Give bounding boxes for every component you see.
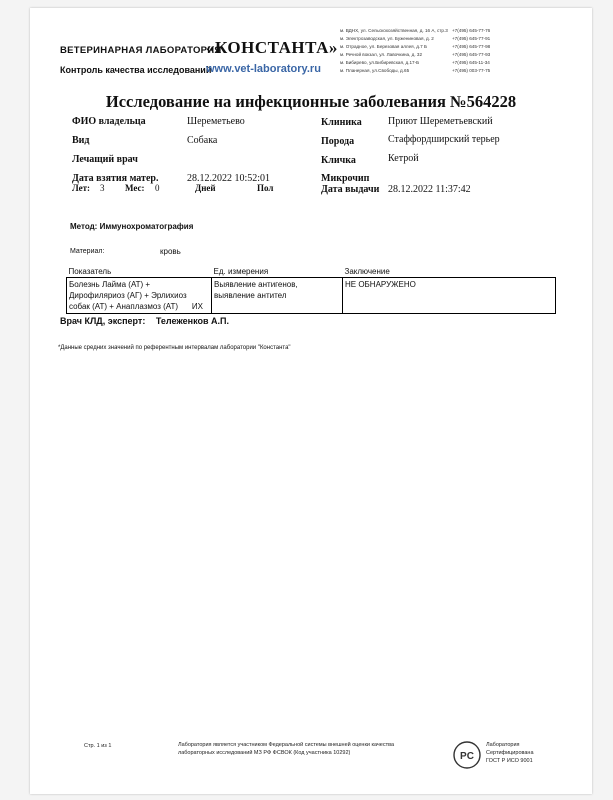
conclusion-cell: НЕ ОБНАРУЖЕНО [343,278,556,314]
indicator-line: собак (АТ) + Анаплазмоз (АТ) [69,302,179,311]
issue-date-value: 28.12.2022 11:37:42 [388,184,471,195]
participation-line: Лаборатория является участником Федеральной системы внешней оценки качества [178,742,395,748]
sample-date-label: Дата взятия матер. [72,173,159,184]
species-value: Собака [187,135,218,146]
results-table [66,266,556,314]
lab-website[interactable]: www.vet-laboratory.ru [206,63,321,75]
indicator-cell [67,278,212,314]
days-label: Дней [195,183,216,193]
method-line [70,222,193,231]
clinic-value: Приют Шереметьевский [388,116,493,127]
unit-line: выявление антител [214,291,287,300]
report-page [30,8,592,794]
column-header-indicator: Показатель [67,266,212,278]
years-value: 3 [100,183,105,193]
certification-logo-text: PC [460,751,474,762]
doctor-label: Лечащий врач [72,154,138,165]
sample-date-value: 28.12.2022 10:52:01 [187,173,271,184]
phone-line: +7(495) 645-77-98 [452,44,491,49]
phone-line: +7(495) 645-11-34 [452,60,490,65]
microchip-label: Микрочип [321,173,370,184]
cert-line: Сертифицирована [486,750,534,756]
phone-line: +7(495) 645-77-93 [452,52,491,57]
method-value: Иммунохроматография [99,222,194,231]
method-label: Метод: [70,222,98,231]
unit-line: Выявление антигенов, [214,280,298,289]
lab-brand: «КОНСТАНТА» [206,38,338,57]
material-value: кровь [160,247,181,256]
certification-logo [452,740,482,770]
indicator-line: Дирофиляриоз (АГ) + Эрлихиоз [69,291,187,300]
sex-label: Пол [257,183,274,193]
months-value: 0 [155,183,160,193]
cert-line: Лаборатория [486,742,520,748]
column-header-conclusion: Заключение [343,266,556,278]
lab-subtitle: Контроль качества исследований [60,65,212,75]
address-line: м. Бибирево, ул.Бибиревская, д.17-Б [340,60,420,65]
species-label: Вид [72,135,90,146]
owner-label: ФИО владельца [72,116,146,127]
unit-cell [212,278,343,314]
years-label: Лет: [72,183,91,193]
address-line: м. ВДНХ, ул. Сельскохозяйственная, д. 16 А, стр.3 [340,28,448,33]
owner-value: Шереметьево [187,116,245,127]
certification-icon [452,740,482,770]
indicator-line: Болезнь Лайма (АТ) + [69,280,151,289]
column-header-unit: Ед. измерения [212,266,343,278]
doctor-line-label: Врач КЛД, эксперт: [60,316,146,326]
page-number: Стр. 1 из 1 [84,743,112,749]
material-label: Материал: [70,248,105,255]
doctor-line-name: Тележенков А.П. [155,316,229,326]
address-line: м. Электрозаводская, ул. Бужениновая, д. 2 [340,36,434,41]
phone-line: +7(495) 003-77-75 [452,68,491,73]
nickname-value: Кетрой [388,153,419,164]
doctor-line [60,316,229,326]
participation-line: лабораторных исследований МЗ РФ ФСВОК (Код участника 10292) [178,750,351,756]
table-header-row [67,266,556,278]
issue-date-label: Дата выдачи [321,184,380,195]
indicator-method-code: ИХ [191,302,203,311]
lab-prefix: ВЕТЕРИНАРНАЯ ЛАБОРАТОРИЯ [60,45,222,56]
nickname-label: Кличка [321,155,356,166]
cert-line: ГОСТ Р ИСО 9001 [486,758,533,764]
report-title: Исследование на инфекционные заболевания №564228 [105,92,517,111]
phone-line: +7(495) 645-77-76 [452,28,491,33]
phone-line: +7(495) 645-77-91 [452,36,491,41]
address-line: м. Планерная, ул.Свободы, д.65 [340,68,410,73]
table-row [67,278,556,314]
months-label: Мес: [125,183,145,193]
clinic-label: Клиника [321,117,362,128]
breed-label: Порода [321,136,355,147]
breed-value: Стаффордширский терьер [388,134,500,145]
footnote: *Данные средних значений по референтным интервалам лаборатории "Константа" [58,345,291,351]
address-line: м. Речной вокзал, ул. Лавочкина, д. 32 [340,52,422,57]
address-line: м. Отрадное, ул. Березовая аллея, д.7 Б [340,44,428,49]
